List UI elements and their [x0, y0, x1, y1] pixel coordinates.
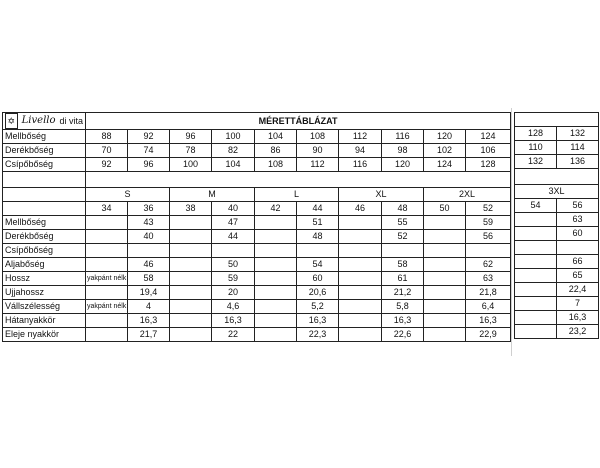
size-group-row [3, 188, 511, 202]
measurement-value: 16,3 [382, 314, 424, 328]
measurement-value: 62 [466, 258, 511, 272]
size-value: 82 [212, 144, 255, 158]
note-cell: yakpánt nélk [86, 300, 128, 314]
empty-cell [515, 325, 557, 339]
body-size-row [3, 144, 511, 158]
empty-cell [515, 255, 557, 269]
size-group-label: 2XL [424, 188, 511, 202]
row-label: Csípőbőség [3, 244, 86, 258]
measurement-value: 4 [128, 300, 170, 314]
row-label: Mellbőség [3, 130, 86, 144]
measurement-value: 56 [466, 230, 511, 244]
size-number: 48 [382, 202, 424, 216]
measurement-value: 47 [212, 216, 255, 230]
size-value: 124 [424, 158, 466, 172]
size-number: 38 [170, 202, 212, 216]
size-value: 112 [339, 130, 382, 144]
garment-row [515, 241, 599, 255]
measurement-value: 20 [212, 286, 255, 300]
garment-row [3, 216, 511, 230]
size-value: 96 [170, 130, 212, 144]
title-row [515, 113, 599, 127]
empty-cell [515, 269, 557, 283]
note-cell [424, 328, 466, 342]
note-cell [424, 244, 466, 258]
size-value: 120 [424, 130, 466, 144]
size-number-row [515, 199, 599, 213]
brand-suffix: di vita [59, 115, 83, 126]
size-number: 42 [255, 202, 297, 216]
garment-row [515, 255, 599, 269]
note-cell [255, 314, 297, 328]
size-value: 112 [297, 158, 339, 172]
note-cell [86, 314, 128, 328]
empty-cell [515, 213, 557, 227]
row-label: Vállszélesség [3, 300, 86, 314]
garment-row [3, 230, 511, 244]
measurement-value: 63 [466, 272, 511, 286]
measurement-value: 22,9 [466, 328, 511, 342]
note-cell [170, 272, 212, 286]
garment-row [3, 258, 511, 272]
note-cell [255, 216, 297, 230]
note-cell [339, 314, 382, 328]
size-value: 74 [128, 144, 170, 158]
garment-row [3, 314, 511, 328]
size-group-row [515, 185, 599, 199]
measurement-value: 22,6 [382, 328, 424, 342]
note-cell [170, 244, 212, 258]
note-cell [86, 286, 128, 300]
measurement-value: 16,3 [297, 314, 339, 328]
measurement-value [212, 244, 255, 258]
note-cell [170, 258, 212, 272]
size-value: 86 [255, 144, 297, 158]
note-cell [339, 258, 382, 272]
measurement-value: 59 [212, 272, 255, 286]
size-group-label: XL [339, 188, 424, 202]
measurement-value: 23,2 [557, 325, 599, 339]
measurement-value: 16,3 [128, 314, 170, 328]
garment-row [3, 286, 511, 300]
measurement-value: 55 [382, 216, 424, 230]
measurement-value [382, 244, 424, 258]
measurement-value: 60 [297, 272, 339, 286]
measurement-value: 44 [212, 230, 255, 244]
measurement-value: 22 [212, 328, 255, 342]
measurement-value: 43 [128, 216, 170, 230]
measurement-value: 46 [128, 258, 170, 272]
spacer-row [515, 169, 599, 185]
measurement-value: 22,4 [557, 283, 599, 297]
size-group-label: L [255, 188, 339, 202]
measurement-value: 21,2 [382, 286, 424, 300]
size-value: 78 [170, 144, 212, 158]
brand-logo [5, 113, 83, 129]
size-value: 108 [255, 158, 297, 172]
note-cell [170, 286, 212, 300]
size-number: 36 [128, 202, 170, 216]
size-group-label: S [86, 188, 170, 202]
spacer-row [3, 172, 511, 188]
size-value: 104 [255, 130, 297, 144]
size-value: 88 [86, 130, 128, 144]
size-value: 124 [466, 130, 511, 144]
note-cell [255, 244, 297, 258]
garment-row [3, 328, 511, 342]
note-cell [170, 216, 212, 230]
size-value: 92 [128, 130, 170, 144]
size-value: 116 [339, 158, 382, 172]
row-label: Mellbőség [3, 216, 86, 230]
row-label: Csípőbőség [3, 158, 86, 172]
size-value: 104 [212, 158, 255, 172]
row-label: Derékbőség [3, 230, 86, 244]
note-cell [424, 286, 466, 300]
measurement-value: 65 [557, 269, 599, 283]
size-number: 50 [424, 202, 466, 216]
measurement-value: 16,3 [557, 311, 599, 325]
note-cell [424, 230, 466, 244]
measurement-value: 66 [557, 255, 599, 269]
size-value: 114 [557, 141, 599, 155]
logo-mark-icon: ✡ [5, 113, 18, 129]
note-cell [339, 300, 382, 314]
measurement-value [128, 244, 170, 258]
note-cell [424, 314, 466, 328]
body-size-row [3, 130, 511, 144]
note-cell [170, 328, 212, 342]
size-value: 108 [297, 130, 339, 144]
size-number: 54 [515, 199, 557, 213]
empty-cell [515, 113, 599, 127]
brand-cell [3, 113, 86, 130]
size-value: 100 [212, 130, 255, 144]
note-cell [86, 258, 128, 272]
empty-cell [515, 297, 557, 311]
note-cell [255, 328, 297, 342]
empty-cell [515, 241, 557, 255]
size-value: 100 [170, 158, 212, 172]
empty-cell [515, 283, 557, 297]
size-group-label: 3XL [515, 185, 599, 199]
size-number: 40 [212, 202, 255, 216]
size-value: 128 [466, 158, 511, 172]
row-label: Hátanyakkör [3, 314, 86, 328]
measurement-value: 48 [297, 230, 339, 244]
measurement-value: 50 [212, 258, 255, 272]
empty-cell [3, 188, 86, 202]
size-number: 44 [297, 202, 339, 216]
row-label: Eleje nyakkör [3, 328, 86, 342]
garment-row [515, 283, 599, 297]
size-chart-main-table [2, 112, 511, 342]
note-cell [339, 216, 382, 230]
measurement-value: 19,4 [128, 286, 170, 300]
note-cell [424, 272, 466, 286]
size-value: 90 [297, 144, 339, 158]
size-value: 92 [86, 158, 128, 172]
garment-row [515, 325, 599, 339]
body-size-row [515, 155, 599, 169]
size-value: 132 [515, 155, 557, 169]
row-label: Hossz [3, 272, 86, 286]
note-cell [339, 272, 382, 286]
measurement-value: 7 [557, 297, 599, 311]
measurement-value: 20,6 [297, 286, 339, 300]
note-cell [86, 244, 128, 258]
note-cell [255, 300, 297, 314]
size-number: 34 [86, 202, 128, 216]
garment-row [515, 311, 599, 325]
garment-row [515, 297, 599, 311]
row-label: Aljabőség [3, 258, 86, 272]
measurement-value [557, 241, 599, 255]
size-number: 52 [466, 202, 511, 216]
note-cell [424, 216, 466, 230]
note-cell [424, 300, 466, 314]
empty-cell [515, 169, 599, 185]
measurement-value: 63 [557, 213, 599, 227]
measurement-value: 61 [382, 272, 424, 286]
empty-cell [515, 311, 557, 325]
measurement-value: 54 [297, 258, 339, 272]
garment-row [3, 272, 511, 286]
measurement-value: 16,3 [466, 314, 511, 328]
size-value: 106 [466, 144, 511, 158]
size-chart-3xl-table [514, 112, 599, 339]
measurement-value: 5,2 [297, 300, 339, 314]
size-value: 116 [382, 130, 424, 144]
size-value: 70 [86, 144, 128, 158]
garment-row [3, 300, 511, 314]
measurement-value [297, 244, 339, 258]
title-row [3, 113, 511, 130]
note-cell [170, 230, 212, 244]
note-cell: yakpánt nélk [86, 272, 128, 286]
measurement-value: 16,3 [212, 314, 255, 328]
empty-cell [3, 172, 86, 188]
size-value: 102 [424, 144, 466, 158]
size-value: 96 [128, 158, 170, 172]
body-size-row [515, 127, 599, 141]
note-cell [339, 286, 382, 300]
size-value: 110 [515, 141, 557, 155]
measurement-value: 58 [382, 258, 424, 272]
page-title: MÉRETTÁBLÁZAT [86, 113, 511, 130]
note-cell [86, 328, 128, 342]
note-cell [255, 258, 297, 272]
note-cell [255, 230, 297, 244]
note-cell [339, 328, 382, 342]
note-cell [339, 230, 382, 244]
note-cell [86, 230, 128, 244]
row-label: Ujjahossz [3, 286, 86, 300]
garment-row [3, 244, 511, 258]
measurement-value: 40 [128, 230, 170, 244]
garment-row [515, 227, 599, 241]
measurement-value: 22,3 [297, 328, 339, 342]
size-number: 56 [557, 199, 599, 213]
size-number: 46 [339, 202, 382, 216]
measurement-value: 52 [382, 230, 424, 244]
column-gap-divider [511, 108, 512, 356]
empty-cell [3, 202, 86, 216]
size-value: 120 [382, 158, 424, 172]
size-value: 136 [557, 155, 599, 169]
note-cell [255, 286, 297, 300]
note-cell [424, 258, 466, 272]
empty-cell [86, 172, 511, 188]
measurement-value: 58 [128, 272, 170, 286]
garment-row [515, 269, 599, 283]
note-cell [170, 314, 212, 328]
measurement-value [466, 244, 511, 258]
size-number-row [3, 202, 511, 216]
note-cell [86, 216, 128, 230]
measurement-value: 21,7 [128, 328, 170, 342]
measurement-value: 21,8 [466, 286, 511, 300]
measurement-value: 5,8 [382, 300, 424, 314]
garment-row [515, 213, 599, 227]
size-value: 94 [339, 144, 382, 158]
measurement-value: 51 [297, 216, 339, 230]
measurement-value: 60 [557, 227, 599, 241]
brand-name: Livello [21, 115, 56, 126]
body-size-row [515, 141, 599, 155]
measurement-value: 6,4 [466, 300, 511, 314]
body-size-row [3, 158, 511, 172]
size-value: 128 [515, 127, 557, 141]
note-cell [255, 272, 297, 286]
measurement-value: 4,6 [212, 300, 255, 314]
empty-cell [515, 227, 557, 241]
size-value: 132 [557, 127, 599, 141]
note-cell [170, 300, 212, 314]
size-group-label: M [170, 188, 255, 202]
size-value: 98 [382, 144, 424, 158]
measurement-value: 59 [466, 216, 511, 230]
note-cell [339, 244, 382, 258]
row-label: Derékbőség [3, 144, 86, 158]
